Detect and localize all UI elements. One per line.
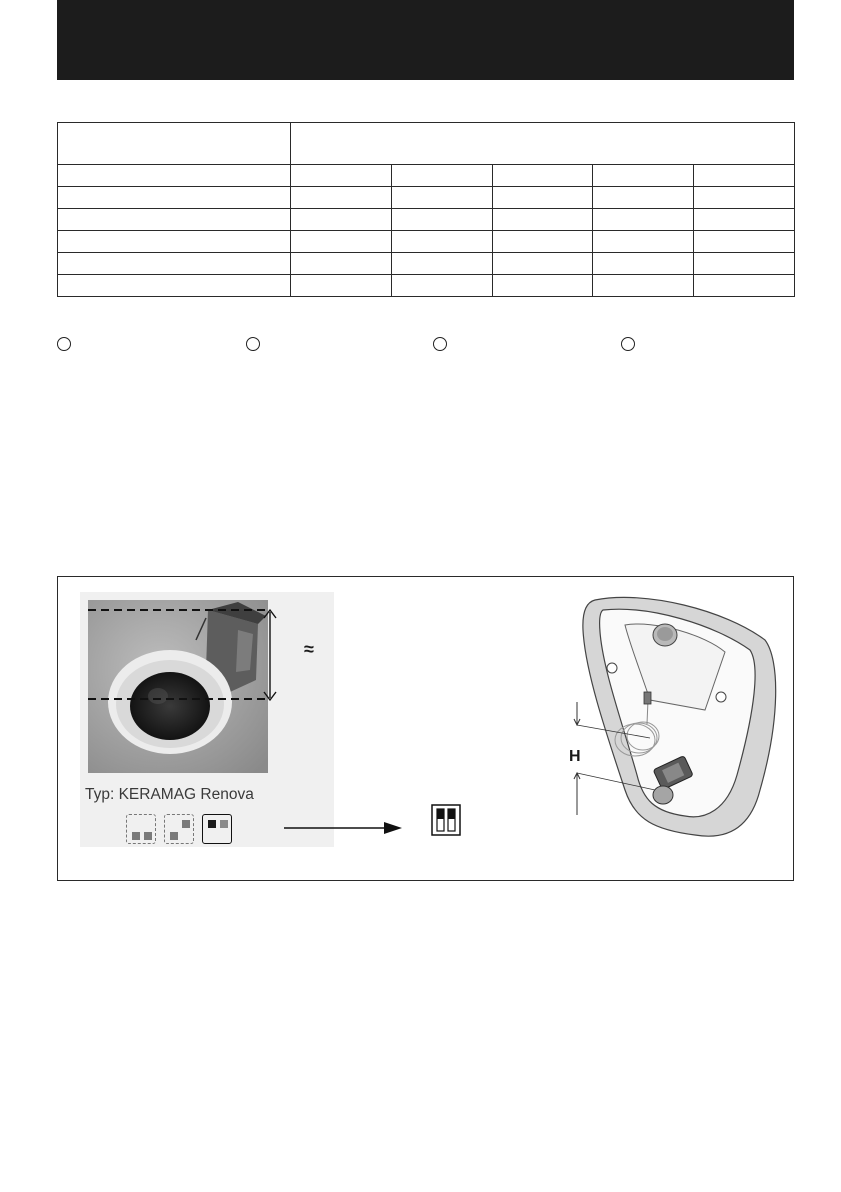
table-cell	[391, 231, 492, 253]
table-cell	[593, 253, 694, 275]
table-cell	[694, 275, 795, 297]
sensor-position-option-3	[202, 814, 232, 844]
table-cell	[391, 209, 492, 231]
table-cell	[391, 165, 492, 187]
table-row	[58, 187, 795, 209]
language-marker-icon	[57, 337, 71, 351]
table-header-cell	[58, 123, 291, 165]
table-cell	[291, 253, 392, 275]
table-cell	[391, 275, 492, 297]
table-cell	[291, 165, 392, 187]
table-cell	[492, 209, 593, 231]
table-cell	[492, 275, 593, 297]
height-arrow-icon	[262, 608, 278, 702]
table-cell	[391, 253, 492, 275]
table-cell	[391, 187, 492, 209]
table-cell	[492, 253, 593, 275]
table-cell	[694, 253, 795, 275]
table-cell	[593, 209, 694, 231]
table-cell	[58, 187, 291, 209]
table-row	[58, 165, 795, 187]
table-cell	[694, 231, 795, 253]
table-cell	[694, 209, 795, 231]
language-marker-icon	[621, 337, 635, 351]
header-bar	[57, 0, 794, 80]
dip-switch-icon	[431, 804, 461, 836]
table-header-row	[58, 123, 795, 165]
sensor-position-option-2	[164, 814, 194, 844]
drain-photo	[88, 600, 268, 773]
table-cell	[593, 275, 694, 297]
table-cell	[694, 187, 795, 209]
table-cell	[58, 209, 291, 231]
table-cell	[593, 187, 694, 209]
figure-caption: Typ: KERAMAG Renova	[85, 786, 254, 803]
table-cell	[58, 253, 291, 275]
table-row	[58, 275, 795, 297]
table-row	[58, 231, 795, 253]
approx-symbol: ≈	[304, 639, 314, 659]
table-cell	[593, 165, 694, 187]
table-row	[58, 253, 795, 275]
table-cell	[492, 231, 593, 253]
arrow-right-icon	[284, 818, 404, 838]
drain-photo-drawing	[88, 600, 268, 773]
dimension-label: H	[569, 748, 581, 765]
table-cell	[492, 165, 593, 187]
sensor-position-option-1	[126, 814, 156, 844]
table-cell	[58, 231, 291, 253]
table-cell	[58, 275, 291, 297]
table-header-cell	[291, 123, 795, 165]
spec-table	[57, 122, 795, 297]
table-cell	[291, 209, 392, 231]
table-cell	[492, 187, 593, 209]
language-marker-icon	[246, 337, 260, 351]
table-cell	[291, 275, 392, 297]
table-row	[58, 209, 795, 231]
table-cell	[58, 165, 291, 187]
table-cell	[593, 231, 694, 253]
table-cell	[694, 165, 795, 187]
toilet-bowl-illustration	[555, 590, 785, 850]
table-cell	[291, 187, 392, 209]
table-cell	[291, 231, 392, 253]
language-marker-icon	[433, 337, 447, 351]
